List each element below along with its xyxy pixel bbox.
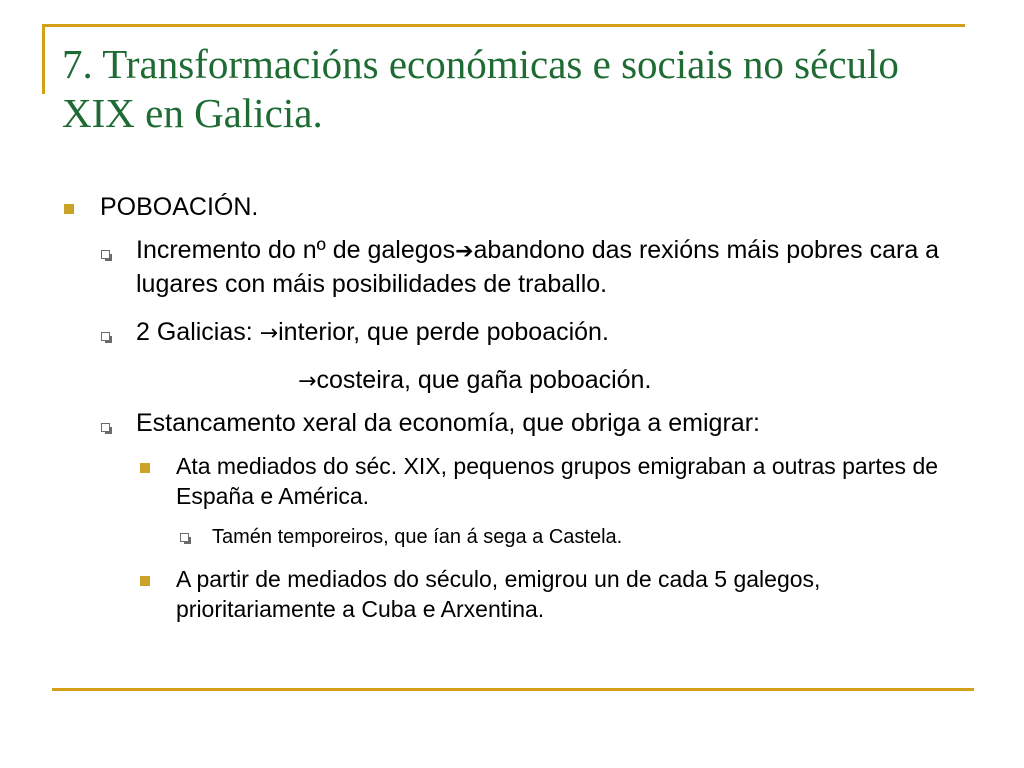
top-rule (42, 24, 965, 27)
square-bullet-icon (64, 204, 74, 214)
bullet-galicias (136, 316, 609, 350)
square-bullet-icon (140, 576, 150, 586)
bullet-incremento (136, 234, 976, 300)
bullet-incremento-text-before: Incremento do nº de galegos (136, 236, 456, 264)
square-bullet-icon (140, 463, 150, 473)
right-arrow-icon: ➔ (455, 239, 474, 264)
bullet-galicias-text-after: interior, que perde poboación. (278, 318, 609, 346)
checkbox-bullet-icon (101, 332, 110, 341)
checkbox-bullet-icon (101, 250, 110, 259)
bullet-incremento-text-after: abandono das rexións máis pobres cara a lugares con máis posibilidades de traballo. (136, 236, 940, 298)
bullet-a-partir: A partir de mediados do século, emigrou un de cada 5 galegos, prioritariamente a Cuba e Arxentina. (176, 566, 821, 622)
bullet-galicias-text-before: 2 Galicias: (136, 318, 260, 346)
bullet-costeira (298, 364, 651, 398)
bottom-rule (52, 688, 974, 691)
bullet-estancamento: Estancamento xeral da economía, que obriga a emigrar: (136, 409, 760, 437)
checkbox-bullet-icon (180, 533, 189, 542)
slide-title: 7. Transformacións económicas e sociais no século XIX en Galicia. (62, 41, 899, 136)
bullet-ata-mediados: Ata mediados do séc. XIX, pequenos grupos emigraban a outras partes de España e América. (176, 453, 939, 509)
bullet-costeira-text: costeira, que gaña poboación. (316, 366, 652, 394)
left-rule (42, 24, 45, 94)
right-arrow-icon: → (298, 369, 317, 394)
right-arrow-icon: → (259, 321, 279, 346)
checkbox-bullet-icon (101, 423, 110, 432)
bullet-temporeiros: Tamén temporeiros, que ían á sega a Castela. (212, 526, 623, 548)
bullet-poboacion: POBOACIÓN. (100, 193, 259, 221)
